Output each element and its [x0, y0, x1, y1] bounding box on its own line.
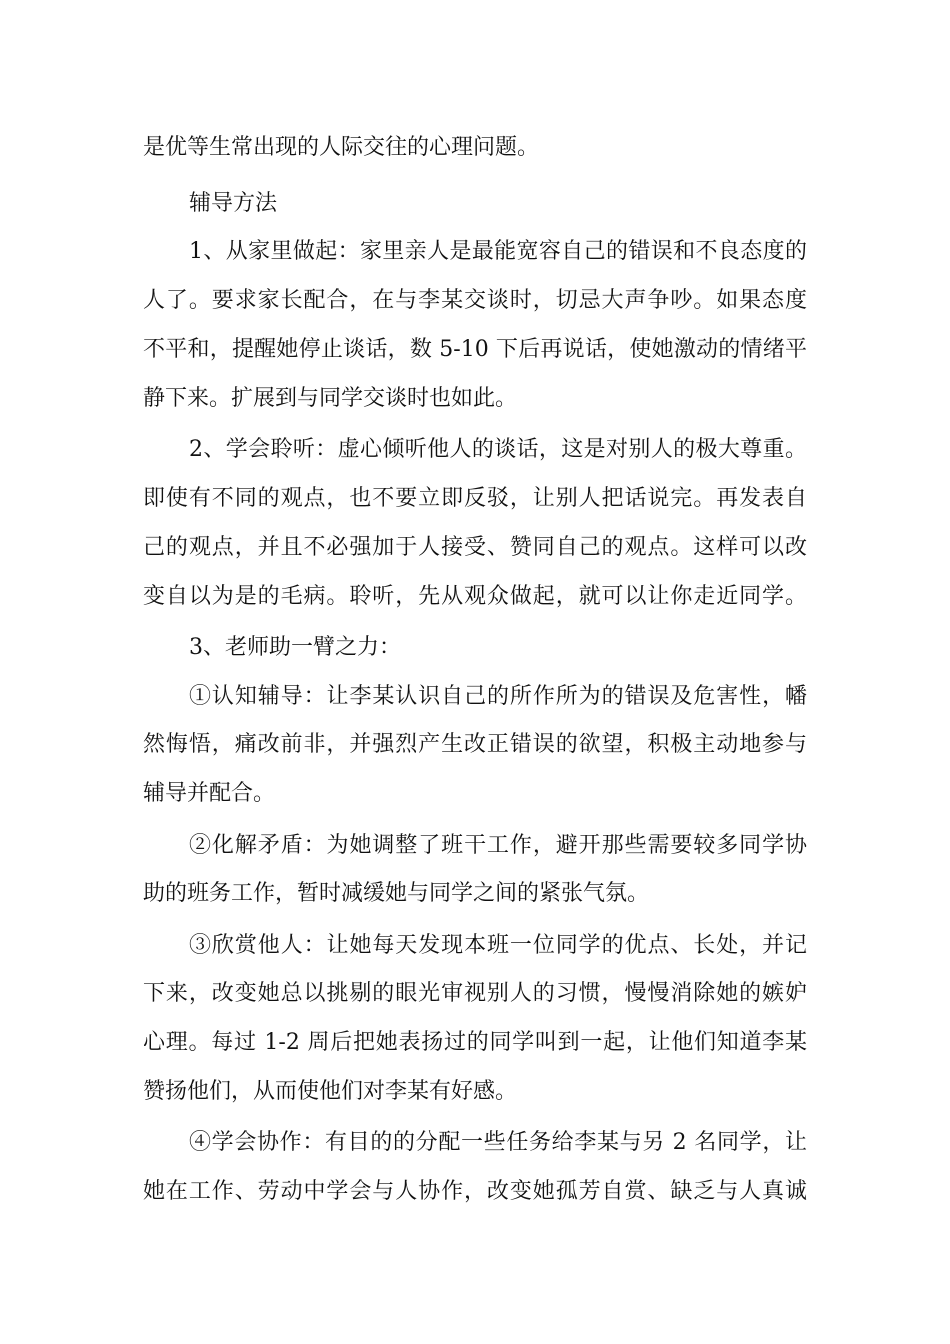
text-line: 辅导并配合。: [143, 781, 276, 806]
text-line: 静下来。扩展到与同学交谈时也如此。: [143, 386, 518, 411]
text-line: 是优等生常出现的人际交往的心理问题。: [143, 135, 540, 160]
text-line: 1、从家里做起：家里亲人是最能宽容自己的错误和不良态度的: [189, 239, 807, 264]
text-line: 下来，改变她总以挑剔的眼光审视别人的习惯，慢慢消除她的嫉妒: [143, 981, 807, 1006]
text-line: 人了。要求家长配合，在与李某交谈时，切忌大声争吵。如果态度: [143, 288, 807, 313]
text-line: 2、学会聆听：虚心倾听他人的谈话，这是对别人的极大尊重。: [189, 437, 807, 462]
text-line: ①认知辅导：让李某认识自己的所作所为的错误及危害性，幡: [189, 684, 807, 709]
text-line: 然悔悟，痛改前非，并强烈产生改正错误的欲望，积极主动地参与: [143, 732, 807, 757]
text-line: 赞扬他们，从而使他们对李某有好感。: [143, 1079, 518, 1104]
text-line: 即使有不同的观点，也不要立即反驳，让别人把话说完。再发表自: [143, 486, 807, 511]
text-line: 心理。每过 1-2 周后把她表扬过的同学叫到一起，让他们知道李某: [143, 1030, 807, 1055]
text-line: 她在工作、劳动中学会与人协作，改变她孤芳自赏、缺乏与人真诚: [143, 1179, 807, 1204]
text-line: 不平和，提醒她停止谈话，数 5-10 下后再说话，使她激动的情绪平: [143, 337, 807, 362]
section-heading: 辅导方法: [189, 191, 278, 216]
text-line: 3、老师助一臂之力：: [189, 635, 401, 660]
text-line: 助的班务工作，暂时减缓她与同学之间的紧张气氛。: [143, 881, 650, 906]
text-line: ④学会协作：有目的的分配一些任务给李某与另 2 名同学，让: [189, 1130, 807, 1155]
text-line: 变自以为是的毛病。聆听，先从观众做起，就可以让你走近同学。: [143, 584, 807, 609]
text-line: 己的观点，并且不必强加于人接受、赞同自己的观点。这样可以改: [143, 535, 807, 560]
text-line: ②化解矛盾：为她调整了班干工作，避开那些需要较多同学协: [189, 833, 807, 858]
text-line: ③欣赏他人：让她每天发现本班一位同学的优点、长处，并记: [189, 933, 807, 958]
